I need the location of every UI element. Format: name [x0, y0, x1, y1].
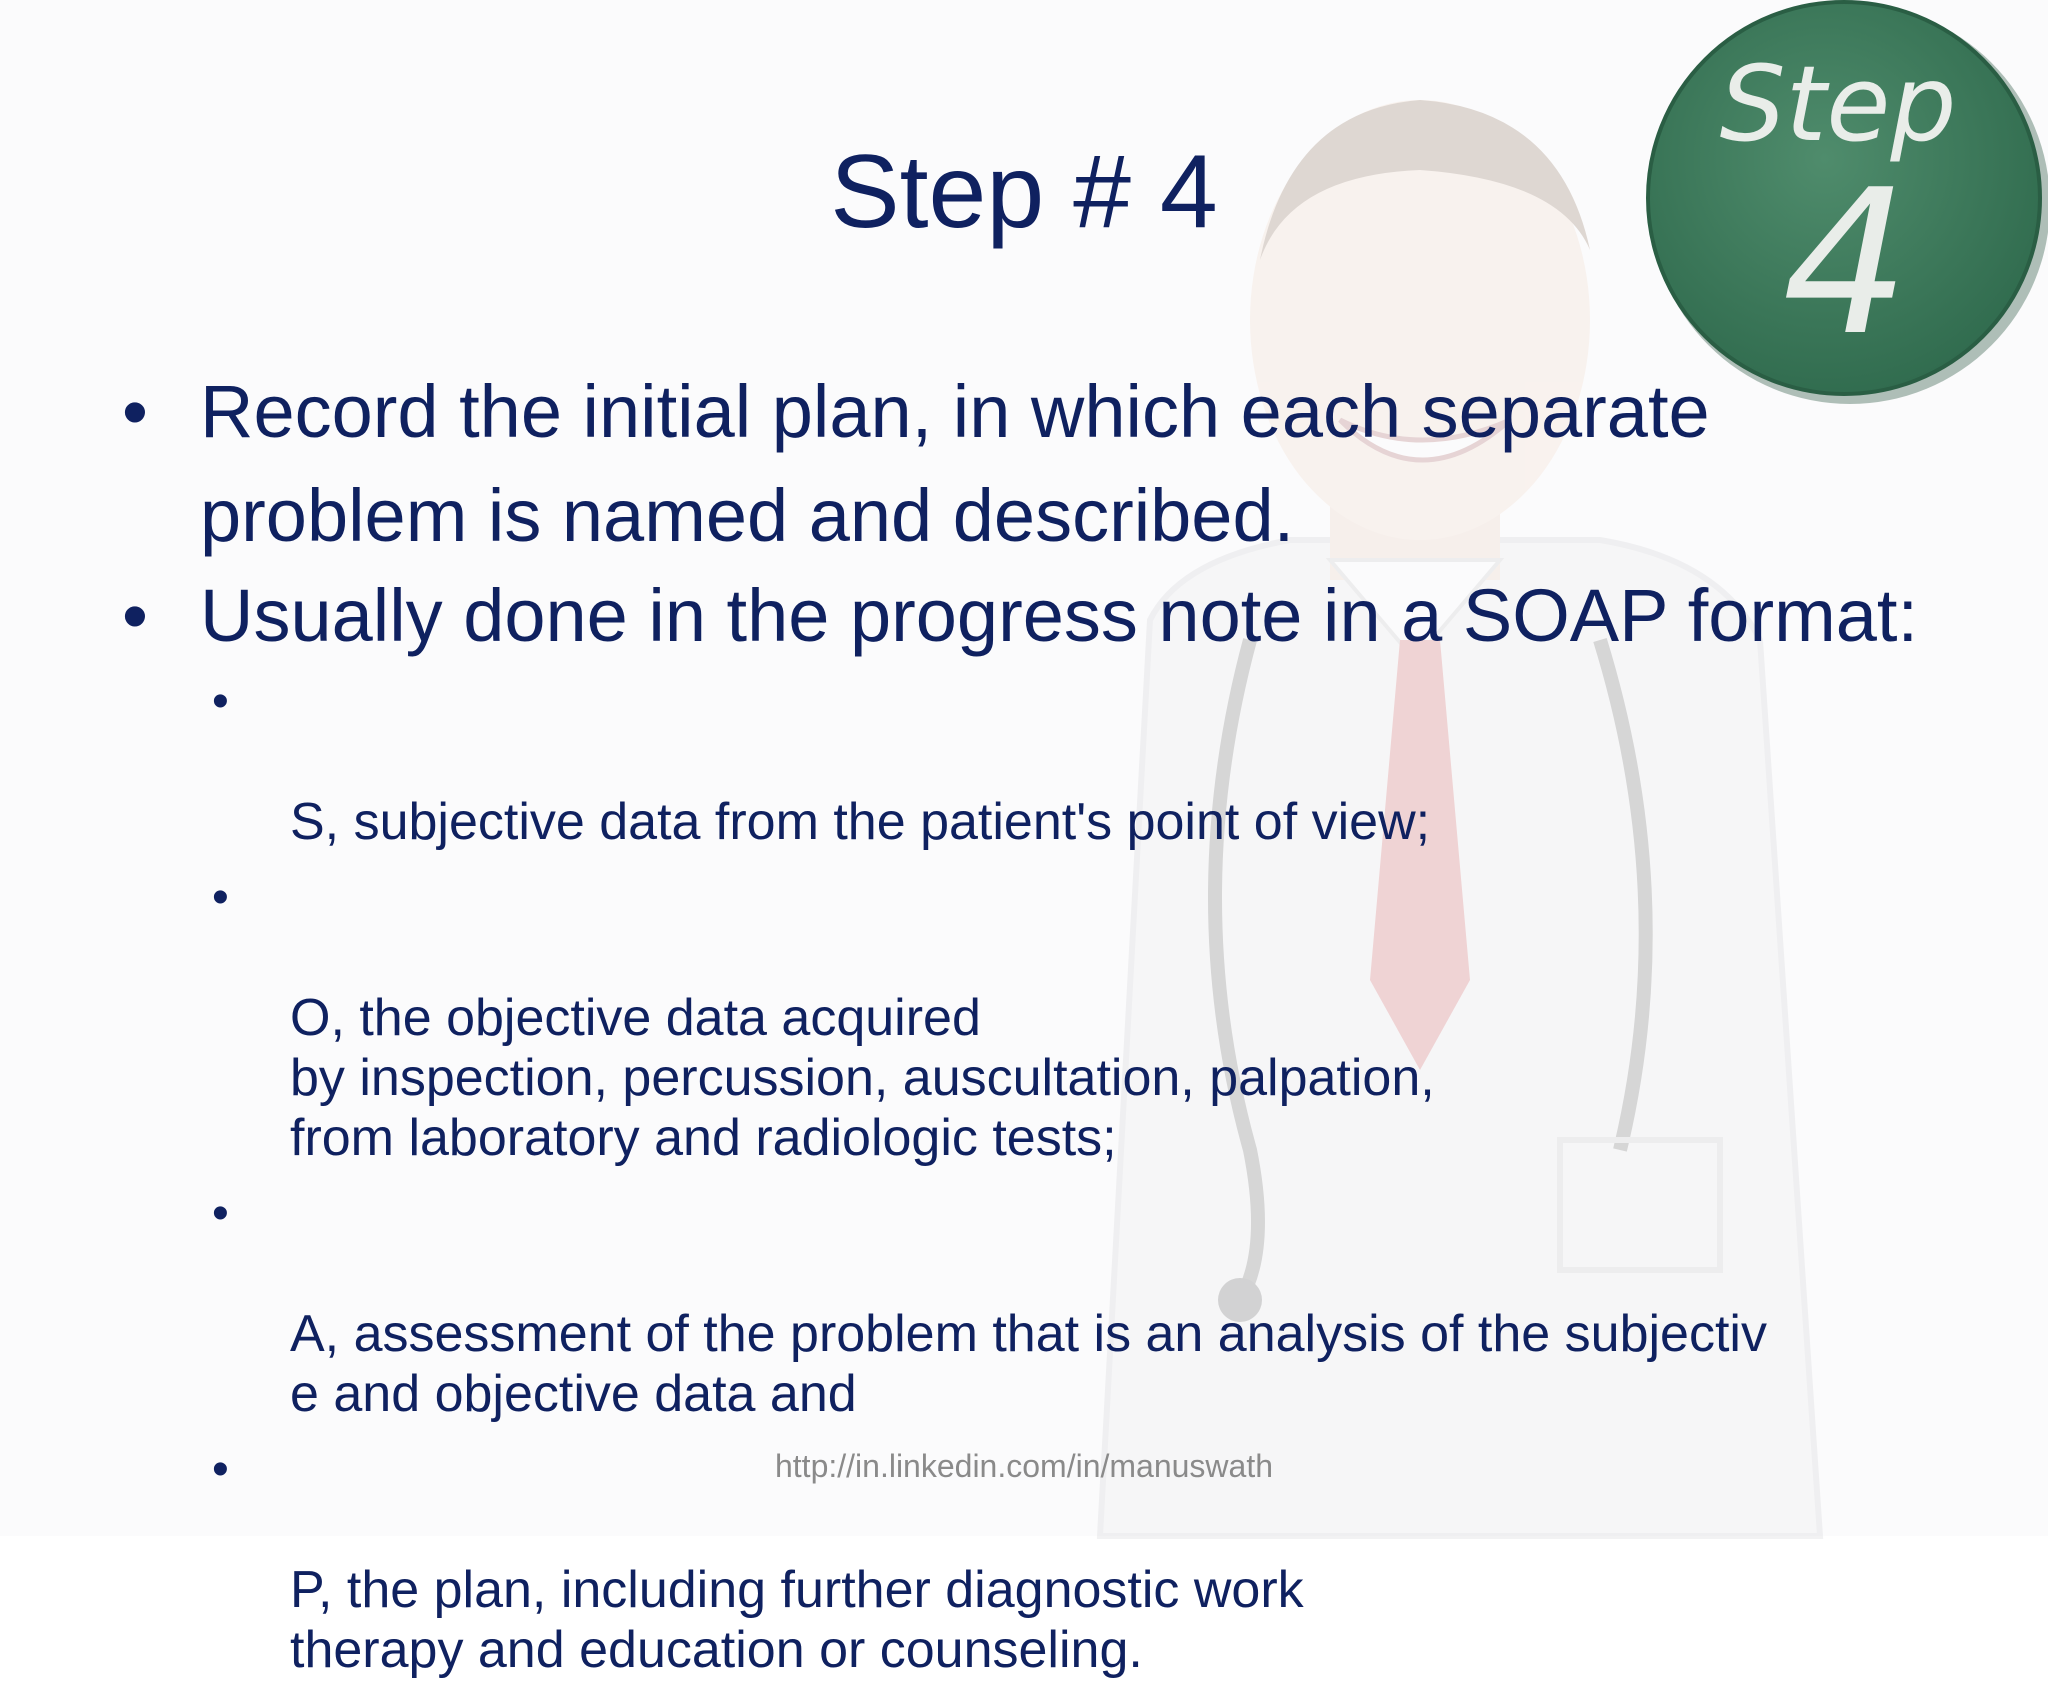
badge-number: 4	[1782, 147, 1910, 380]
sub-bullet-objective	[120, 868, 1940, 1168]
bullet-soap-format	[120, 574, 1940, 658]
footer-url: http://in.linkedin.com/in/manuswath	[774, 1448, 1274, 1484]
bullet-glyph: •	[212, 1443, 229, 1496]
sub-bullet-text: S, subjective data from the patient's point of view;	[290, 793, 1431, 851]
sub-bullet-text: P, the plan, including further diagnostic work therapy and education or counseling.	[290, 1561, 1304, 1679]
sub-bullet-text: A, assessment of the problem that is an analysis of the subjectiv e and objective data and	[290, 1305, 1767, 1423]
step-4-badge	[1640, 0, 2048, 410]
bullet-text: Usually done in the progress note in a SOAP format:	[200, 574, 1919, 657]
sub-bullet-text: O, the objective data acquired by inspection, percussion, auscultation, palpation, from laboratory and radiologic tests;	[290, 989, 1435, 1167]
soap-sublist	[120, 672, 1940, 1680]
bullet-record-plan	[120, 360, 1940, 568]
bullet-glyph: •	[212, 675, 229, 728]
bullet-glyph: •	[122, 370, 148, 453]
slide-title: Step # 4	[830, 134, 1218, 250]
sub-bullet-assessment	[120, 1184, 1940, 1424]
sub-bullet-subjective	[120, 672, 1940, 852]
slide-content	[120, 360, 1940, 1696]
bullet-glyph: •	[212, 871, 229, 924]
bullet-glyph: •	[122, 574, 148, 657]
bullet-text: Record the initial plan, in which each separate problem is named and described.	[200, 370, 1710, 557]
badge-step-word: Step	[1719, 43, 1957, 165]
bullet-glyph: •	[212, 1187, 229, 1240]
